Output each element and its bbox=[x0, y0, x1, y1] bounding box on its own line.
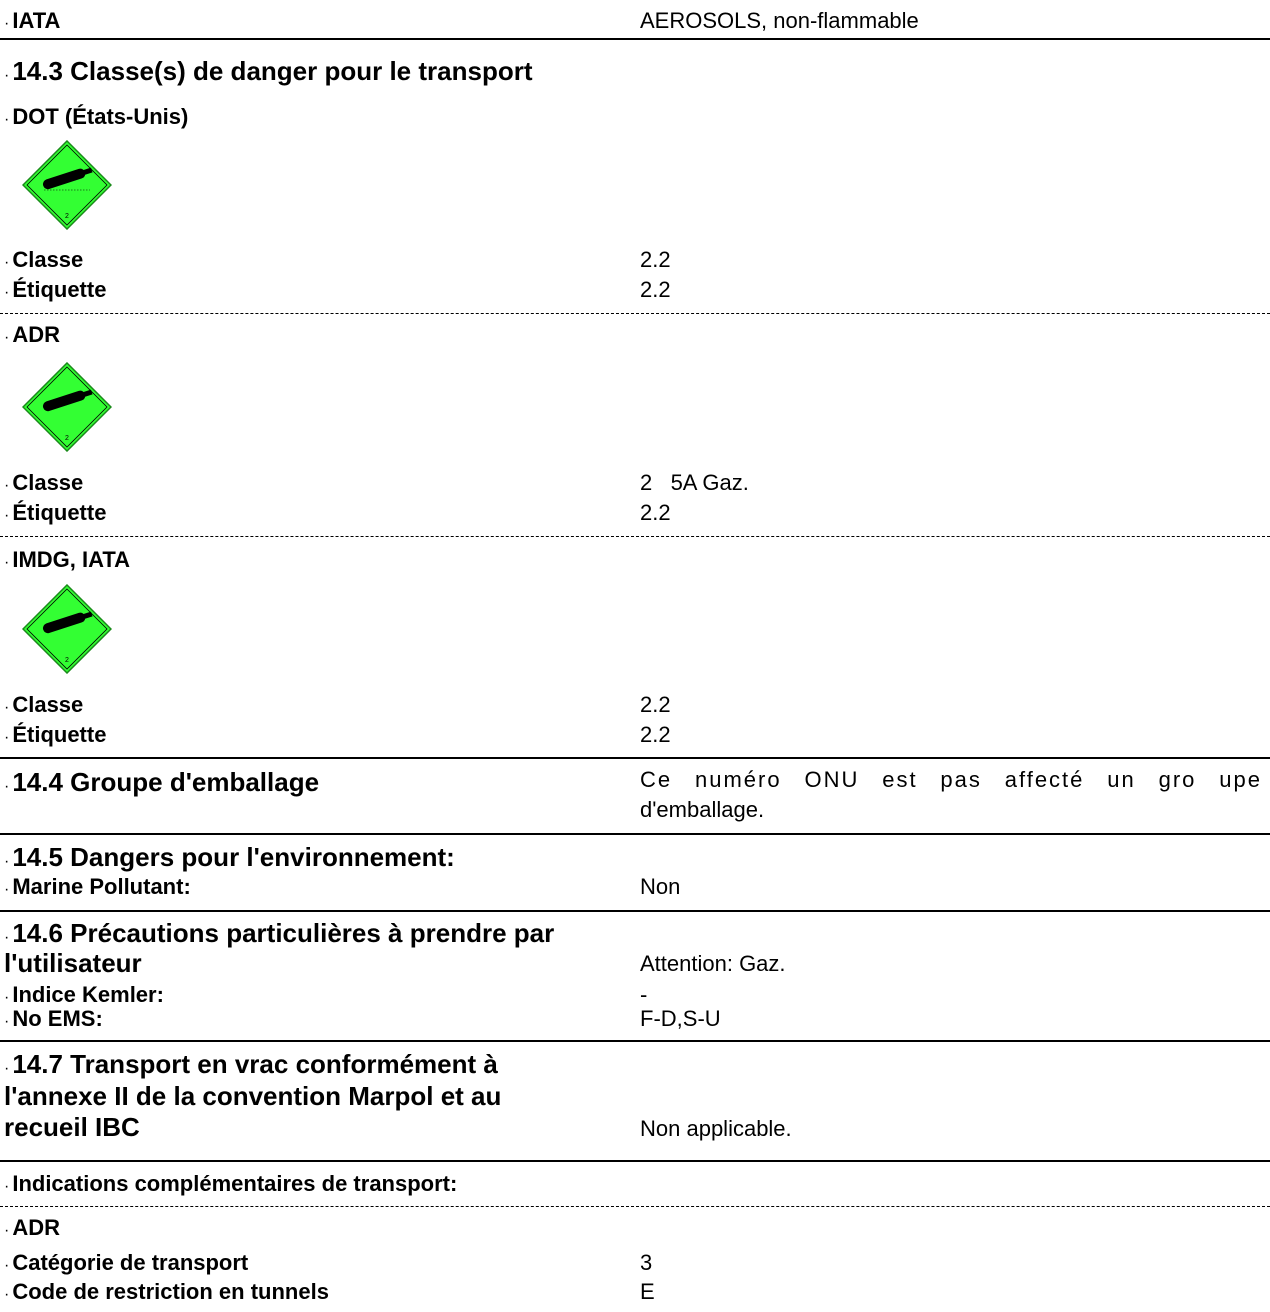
imdg-classe-label: · Classe bbox=[4, 692, 84, 717]
imdg-etiquette-label: · Étiquette bbox=[4, 722, 107, 747]
section-14-6-heading-line1: · 14.6 Précautions particulières à prendre par bbox=[4, 918, 555, 948]
ems-label: · No EMS: bbox=[4, 1006, 103, 1031]
marpol-value: Non applicable. bbox=[640, 1116, 792, 1141]
section-14-5-heading: · 14.5 Dangers pour l'environnement: bbox=[4, 842, 455, 872]
divider bbox=[0, 833, 1270, 835]
dot-classe-value: 2.2 bbox=[640, 247, 671, 272]
dashed-divider bbox=[0, 1206, 1270, 1207]
section-14-4-heading: · 14.4 Groupe d'emballage bbox=[4, 767, 320, 797]
divider bbox=[0, 910, 1270, 912]
divider bbox=[0, 1160, 1270, 1162]
gas-cylinder-placard-icon bbox=[22, 584, 112, 674]
kemler-label: · Indice Kemler: bbox=[4, 982, 164, 1007]
extra-heading: · Indications complémentaires de transport: bbox=[4, 1171, 458, 1196]
adr-title: · ADR bbox=[4, 322, 60, 347]
packing-group-value-line1: Ce numéro ONU est pas affecté un gro upe bbox=[640, 767, 1262, 792]
adr-classe-label: · Classe bbox=[4, 470, 84, 495]
transport-category-label: · Catégorie de transport bbox=[4, 1250, 249, 1275]
dot-etiquette-value: 2.2 bbox=[640, 277, 671, 302]
imdg-classe-value: 2.2 bbox=[640, 692, 671, 717]
marine-pollutant-label: · Marine Pollutant: bbox=[4, 874, 191, 899]
kemler-value: - bbox=[640, 982, 648, 1007]
transport-category-value: 3 bbox=[640, 1250, 653, 1275]
user-precautions-value: Attention: Gaz. bbox=[640, 951, 786, 976]
gas-cylinder-placard-icon bbox=[22, 362, 112, 452]
divider bbox=[0, 1040, 1270, 1042]
packing-group-value-line2: d'emballage. bbox=[640, 797, 765, 822]
tunnel-code-value: E bbox=[640, 1279, 655, 1304]
dashed-divider bbox=[0, 313, 1270, 314]
section-14-7-heading-line2: l'annexe II de la convention Marpol et au bbox=[4, 1081, 502, 1111]
section-14-3-heading: · 14.3 Classe(s) de danger pour le transport bbox=[4, 56, 533, 86]
iata-row-value: AEROSOLS, non-flammable bbox=[640, 8, 919, 33]
divider bbox=[0, 38, 1270, 40]
divider bbox=[0, 757, 1270, 759]
adr-etiquette-label: · Étiquette bbox=[4, 500, 107, 525]
ems-value: F-D,S-U bbox=[640, 1006, 721, 1031]
tunnel-code-label: · Code de restriction en tunnels bbox=[4, 1279, 329, 1304]
extra-adr-label: · ADR bbox=[4, 1215, 60, 1240]
section-14-7-heading-line3: recueil IBC bbox=[4, 1112, 140, 1142]
dot-classe-label: · Classe bbox=[4, 247, 84, 272]
section-14-6-heading-line2: l'utilisateur bbox=[4, 948, 142, 978]
imdg-title: · IMDG, IATA bbox=[4, 547, 131, 572]
svg-text:2: 2 bbox=[65, 213, 69, 220]
dot-etiquette-label: · Étiquette bbox=[4, 277, 107, 302]
dashed-divider bbox=[0, 536, 1270, 537]
svg-text:2: 2 bbox=[65, 435, 69, 442]
iata-row-label: · IATA bbox=[4, 8, 61, 33]
adr-classe-value: 2 5A Gaz. bbox=[640, 470, 749, 495]
svg-text:2: 2 bbox=[65, 657, 69, 664]
imdg-etiquette-value: 2.2 bbox=[640, 722, 671, 747]
dot-us-title: · DOT (États-Unis) bbox=[4, 104, 189, 129]
gas-cylinder-placard-icon bbox=[22, 140, 112, 230]
adr-etiquette-value: 2.2 bbox=[640, 500, 671, 525]
marine-pollutant-value: Non bbox=[640, 874, 681, 899]
section-14-7-heading-line1: · 14.7 Transport en vrac conformément à bbox=[4, 1049, 498, 1079]
